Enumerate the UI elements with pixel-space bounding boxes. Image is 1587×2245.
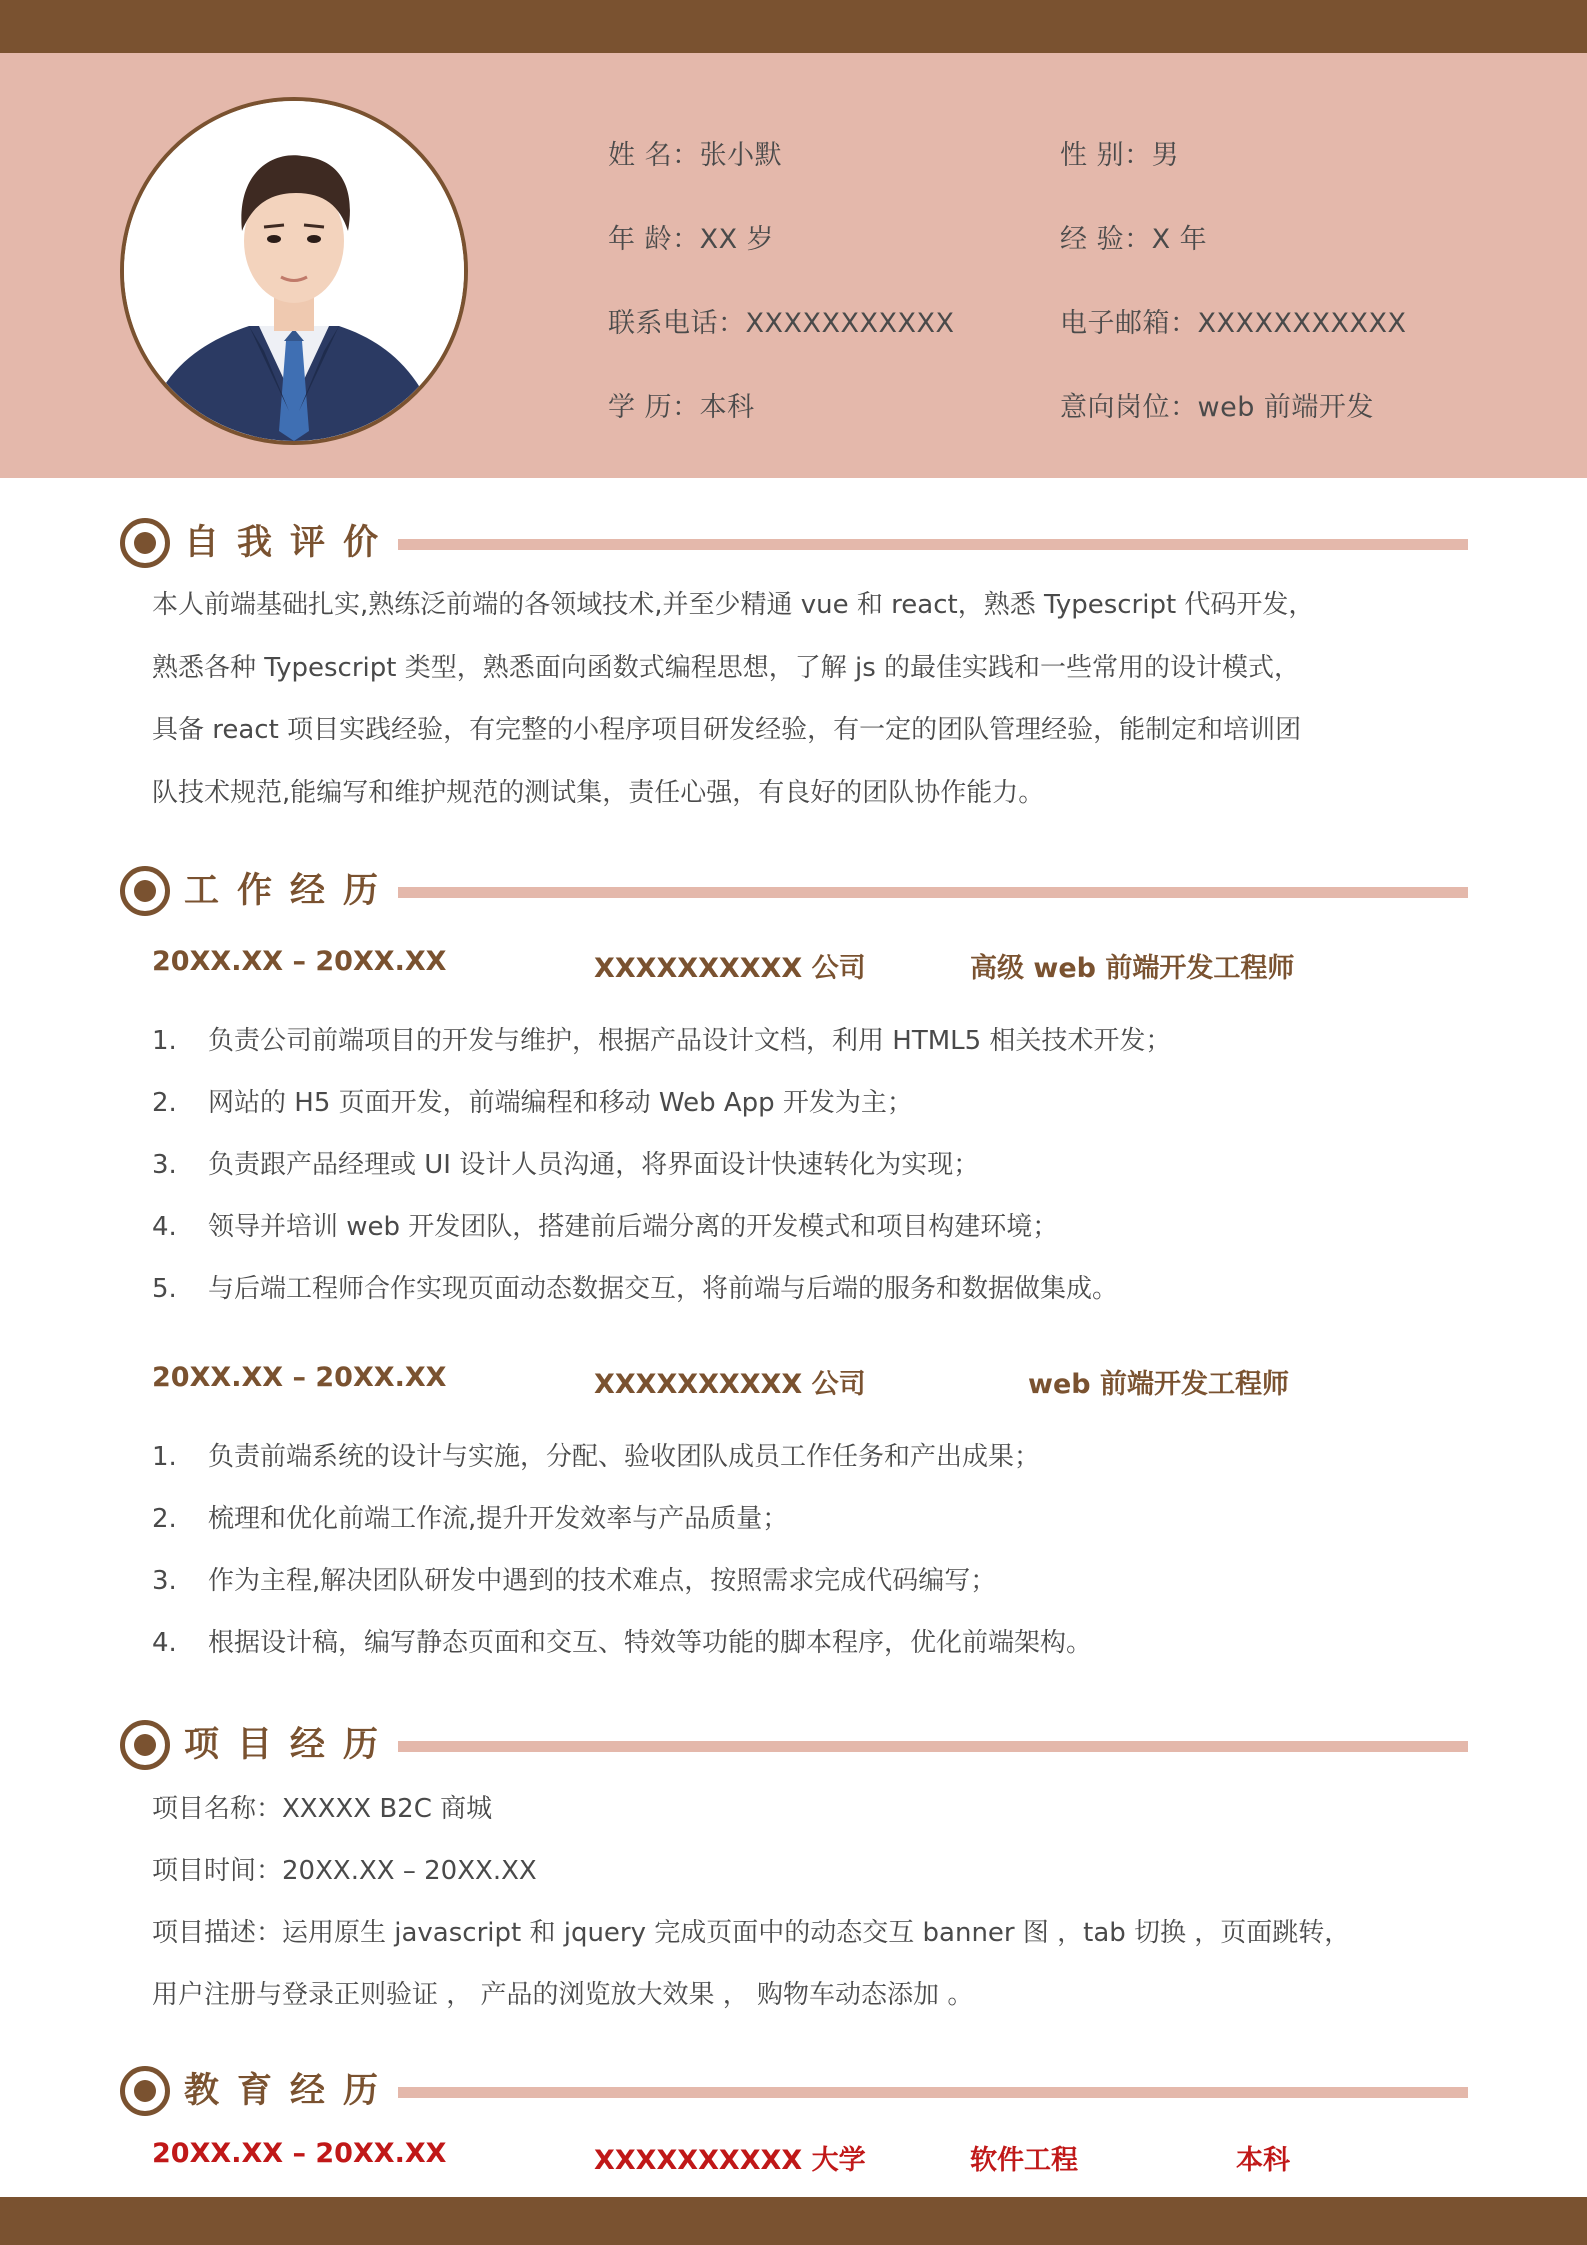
project-description: 项目描述：运用原生 javascript 和 jquery 完成页面中的动态交互 banner 图 ，tab 切换 ，页面跳转，: [152, 1918, 1351, 1948]
section-self-eval: [120, 514, 1468, 566]
job-title: web 前端开发工程师: [1028, 1369, 1289, 1400]
section-bullet-icon: [120, 518, 170, 568]
self-eval-line: 具备 react 项目实践经验，有完整的小程序项目研发经验，有一定的团队管理经验，能制定和培训团: [152, 715, 1302, 745]
profile-experience-label: 经 验：: [1060, 224, 1152, 255]
list-number: 1.: [152, 1026, 177, 1056]
list-number: 5.: [152, 1274, 177, 1304]
self-eval-text: [152, 574, 1452, 824]
education-school: XXXXXXXXXX 大学: [594, 2145, 866, 2176]
profile-phone: [608, 301, 954, 340]
profile-position-label: 意向岗位：: [1060, 392, 1198, 423]
list-number: 3.: [152, 1566, 177, 1596]
profile-age: [608, 217, 774, 256]
education-period: 20XX.XX – 20XX.XX: [152, 2138, 447, 2169]
profile-email-value: XXXXXXXXXXX: [1197, 308, 1407, 339]
list-item: [152, 1622, 1092, 1659]
list-text: 领导并培训 web 开发团队，搭建前后端分离的开发模式和项目构建环境；: [208, 1212, 1059, 1242]
job-company: XXXXXXXXXX 公司: [594, 953, 866, 984]
list-number: 3.: [152, 1150, 177, 1180]
list-text: 与后端工程师合作实现页面动态数据交互，将前端与后端的服务和数据做集成。: [208, 1274, 1119, 1304]
list-text: 网站的 H5 页面开发，前端编程和移动 Web App 开发为主；: [208, 1088, 913, 1118]
list-text: 作为主程,解决团队研发中遇到的技术难点，按照需求完成代码编写；: [208, 1566, 997, 1596]
project-time: 项目时间：20XX.XX – 20XX.XX: [152, 1856, 537, 1886]
profile-gender-label: 性 别：: [1060, 140, 1152, 171]
list-item: [152, 1498, 788, 1535]
list-number: 2.: [152, 1088, 177, 1118]
profile-phone-label: 联系电话：: [608, 308, 746, 339]
education-degree: 本科: [1236, 2145, 1290, 2176]
job-period: 20XX.XX – 20XX.XX: [152, 1362, 447, 1393]
section-divider: [398, 539, 1468, 550]
section-title-self-eval: 自我评价: [184, 523, 397, 563]
list-number: 1.: [152, 1442, 177, 1472]
section-title-education: 教育经历: [184, 2071, 397, 2111]
list-item: [152, 1206, 1058, 1243]
section-divider: [398, 2087, 1468, 2098]
list-item: [152, 1144, 979, 1181]
section-bullet-icon: [120, 2066, 170, 2116]
self-eval-line: 熟悉各种 Typescript 类型，熟悉面向函数式编程思想，了解 js 的最佳实践和一些常用的设计模式，: [152, 652, 1301, 683]
self-eval-line: 队技术规范,能编写和维护规范的测试集，责任心强，有良好的团队协作能力。: [152, 777, 1045, 808]
list-item: [152, 1560, 996, 1597]
profile-email: [1060, 301, 1406, 340]
profile-position-value: web 前端开发: [1197, 392, 1374, 423]
education-major: 软件工程: [970, 2145, 1078, 2176]
list-text: 根据设计稿，编写静态页面和交互、特效等功能的脚本程序，优化前端架构。: [208, 1628, 1093, 1658]
section-divider: [398, 1741, 1468, 1752]
job-title: 高级 web 前端开发工程师: [970, 953, 1295, 984]
list-text: 负责公司前端项目的开发与维护，根据产品设计文档，利用 HTML5 相关技术开发；: [208, 1026, 1172, 1056]
section-title-project: 项目经历: [184, 1725, 397, 1765]
self-eval-line: 本人前端基础扎实,熟练泛前端的各领域技术,并至少精通 vue 和 react，熟悉 Typescript 代码开发，: [152, 590, 1315, 620]
profile-education: [608, 385, 755, 424]
list-text: 负责前端系统的设计与实施，分配、验收团队成员工作任务和产出成果；: [208, 1442, 1041, 1472]
section-project: [120, 1716, 1468, 1768]
top-bar: [0, 0, 1587, 53]
profile-education-label: 学 历：: [608, 392, 700, 423]
profile-experience: [1060, 217, 1207, 256]
section-bullet-icon: [120, 866, 170, 916]
list-item: [152, 1020, 1171, 1057]
section-bullet-icon: [120, 1720, 170, 1770]
section-education: [120, 2062, 1468, 2114]
profile-gender-value: 男: [1151, 140, 1180, 171]
list-item: [152, 1082, 913, 1119]
profile-phone-value: XXXXXXXXXXX: [745, 308, 955, 339]
project-name: 项目名称：XXXXX B2C 商城: [152, 1794, 493, 1824]
profile-position: [1060, 385, 1374, 424]
profile-name-value: 张小默: [699, 140, 783, 171]
project-description: 用户注册与登录正则验证 ， 产品的浏览放大效果 ， 购物车动态添加 。: [152, 1980, 974, 2010]
list-item: [152, 1268, 1118, 1305]
list-number: 2.: [152, 1504, 177, 1534]
list-text: 梳理和优化前端工作流,提升开发效率与产品质量；: [208, 1504, 789, 1534]
profile-age-label: 年 龄：: [608, 224, 700, 255]
profile-education-value: 本科: [699, 392, 755, 423]
profile-age-value: XX 岁: [699, 224, 775, 255]
avatar-portrait-icon: [124, 101, 464, 441]
list-item: [152, 1436, 1040, 1473]
profile-name-label: 姓 名：: [608, 140, 700, 171]
profile-gender: [1060, 133, 1179, 172]
profile-name: [608, 133, 782, 172]
section-title-work: 工作经历: [184, 871, 397, 911]
list-text: 负责跟产品经理或 UI 设计人员沟通，将界面设计快速转化为实现；: [208, 1150, 980, 1180]
section-work: [120, 862, 1468, 914]
list-number: 4.: [152, 1628, 177, 1658]
profile-experience-value: X 年: [1151, 224, 1208, 255]
profile-email-label: 电子邮箱：: [1060, 308, 1198, 339]
bottom-bar: [0, 2197, 1587, 2245]
section-divider: [398, 887, 1468, 898]
list-number: 4.: [152, 1212, 177, 1242]
avatar: [120, 97, 468, 445]
job-period: 20XX.XX – 20XX.XX: [152, 946, 447, 977]
job-company: XXXXXXXXXX 公司: [594, 1369, 866, 1400]
